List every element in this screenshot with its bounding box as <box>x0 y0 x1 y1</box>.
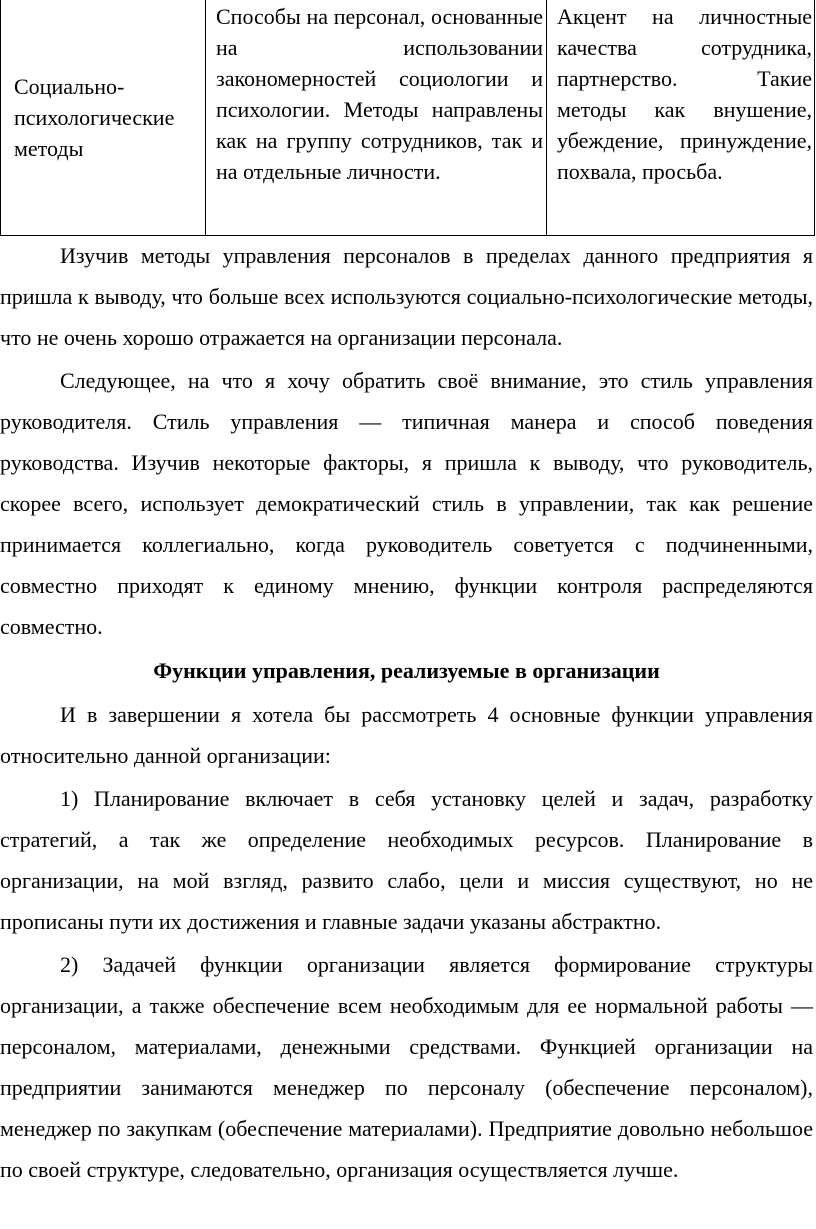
paragraph: 1) Планирование включает в себя установку целей и задач, разработку стратегий, а так же определение необходимых ресурсов. Планирование в организации, на мой взгляд, развито слабо, цели и миссия существуют, но не прописаны пути их достижения и главные задачи указаны абстрактно. <box>0 786 813 934</box>
methods-table <box>0 0 815 236</box>
paragraph: И в завершении я хотела бы рассмотреть 4 основные функции управления относительно данной организации: <box>0 702 813 768</box>
paragraph: 2) Задачей функции организации является формирование структуры организации, а также обеспечение всем необходимым для ее нормальной работы — персоналом, материалами, денежными средствами. Функцией организации на предприятии занимаются менеджер по персоналу (обеспечение персоналом), менеджер по закупкам (обеспечение материалами). Предприятие довольно небольшое по своей структуре, следовательно, организация осуществляется лучше. <box>0 952 813 1182</box>
section-heading: Функции управления, реализуемые в организации <box>153 658 660 683</box>
table-cell-features: Акцент на личностные качества сотрудника, партнерство. Такие методы как внушение, убеждение, принуждение, похвала, просьба. <box>547 0 815 235</box>
table-row <box>1 0 815 235</box>
table-cell-description: Способы на персонал, основанные на использовании закономерностей социологии и психологии. Методы направлены как на группу сотрудников, так и на отдельные личности. <box>206 0 547 235</box>
paragraph: Изучив методы управления персоналов в пределах данного предприятия я пришла к выводу, что больше всех используются социально-психологические методы, что не очень хорошо отражается на организации персонала. <box>0 243 813 350</box>
paragraph: Следующее, на что я хочу обратить своё внимание, это стиль управления руководителя. Стиль управления — типичная манера и способ поведения руководства. Изучив некоторые факторы, я пришла к выводу, что руководитель, скорее всего, использует демократический стиль в управлении, так как решение принимается коллегиально, когда руководитель советуется с подчиненными, совместно приходят к единому мнению, функции контроля распределяются совместно. <box>0 368 813 639</box>
document-body <box>0 235 813 1190</box>
table-cell-method-name: Социально-психологические методы <box>1 0 206 235</box>
